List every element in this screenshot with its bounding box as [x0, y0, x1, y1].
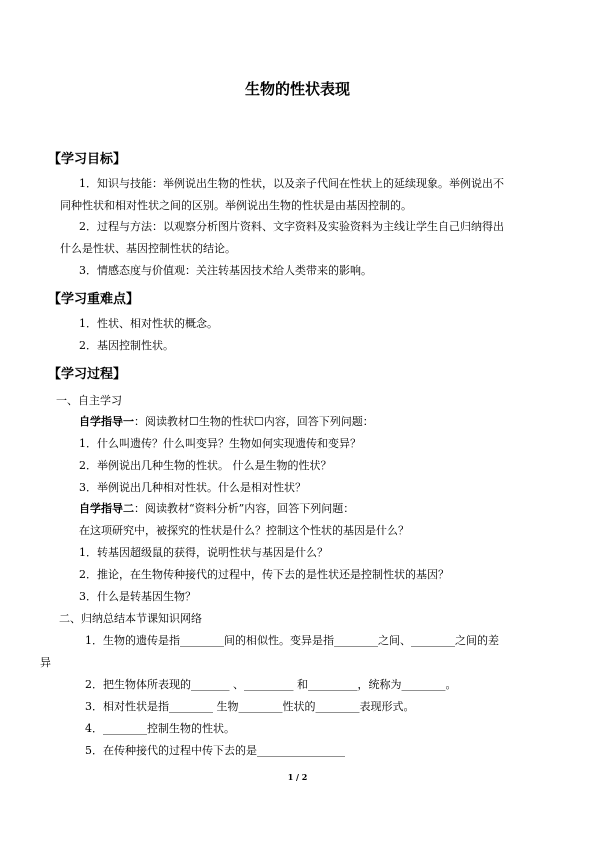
- guide2-text: ：阅读教材“资料分析”内容，回答下列问题：: [134, 502, 355, 515]
- goal-line: 同种性状和相对性状之间的区别。举例说出生物的性状是由基因控制的。: [60, 199, 412, 212]
- guide2-label: 自学指导二: [79, 502, 134, 515]
- guide2-line: [79, 502, 354, 516]
- page-number: 1 / 2: [287, 772, 308, 782]
- guide1-question: 3．举例说出几种相对性状。什么是相对性状？: [79, 481, 306, 494]
- guide2-question: 3．什么是转基因生物？: [79, 590, 196, 603]
- guide1-question: 2．举例说出几种生物的性状。 什么是生物的性状？: [79, 459, 332, 472]
- summary-item: 2．把生物体所表现的_______ 、_________ 和_________，统称为________。: [85, 678, 457, 691]
- guide1-line: [79, 415, 374, 429]
- summary-item: 5．在传种接代的过程中传下去的是________________: [85, 744, 345, 757]
- section-heading-key-points: 【学习重难点】: [48, 292, 140, 307]
- summary-item: 4．________控制生物的性状。: [85, 722, 235, 735]
- summary-item: 异: [40, 656, 51, 669]
- goal-line: 2．过程与方法：以观察分析图片资料、文字资料及实验资料为主线让学生自己归纳得出: [79, 220, 504, 233]
- guide2-question: 在这项研究中，被探究的性状是什么？控制这个性状的基因是什么？: [79, 524, 409, 537]
- summary-item: 3．相对性状是指________ 生物________性状的________表现形式。: [85, 700, 415, 713]
- key-point-line: 2．基因控制性状。: [79, 339, 174, 352]
- goal-line: 1．知识与技能：举例说出生物的性状，以及亲子代间在性状上的延续现象。举例说出不: [79, 177, 504, 190]
- guide1-label: 自学指导一: [79, 415, 134, 428]
- section-heading-process: 【学习过程】: [48, 367, 127, 382]
- goal-line: 3．情感态度与价值观：关注转基因技术给人类带来的影响。: [79, 264, 372, 277]
- summary-item: 1．生物的遗传是指________间的相似性。变异是指________之间、________之间的差: [85, 634, 499, 647]
- guide2-question: 2．推论，在生物传种接代的过程中，传下去的是性状还是控制性状的基因？: [79, 568, 449, 581]
- part2-heading: 二、归纳总结本节课知识网络: [59, 612, 202, 625]
- goal-line: 什么是性状、基因控制性状的结论。: [60, 242, 236, 255]
- guide1-text: ：阅读教材☐生物的性状☐内容，回答下列问题：: [134, 415, 374, 428]
- key-point-line: 1．性状、相对性状的概念。: [79, 317, 218, 330]
- guide2-question: 1．转基因超级鼠的获得，说明性状与基因是什么？: [79, 546, 328, 559]
- guide1-question: 1．什么叫遗传？什么叫变异？生物如何实现遗传和变异？: [79, 437, 361, 450]
- section-heading-goals: 【学习目标】: [48, 152, 127, 167]
- page-title: 生物的性状表现: [244, 80, 350, 98]
- part1-heading: 一、自主学习: [56, 394, 122, 407]
